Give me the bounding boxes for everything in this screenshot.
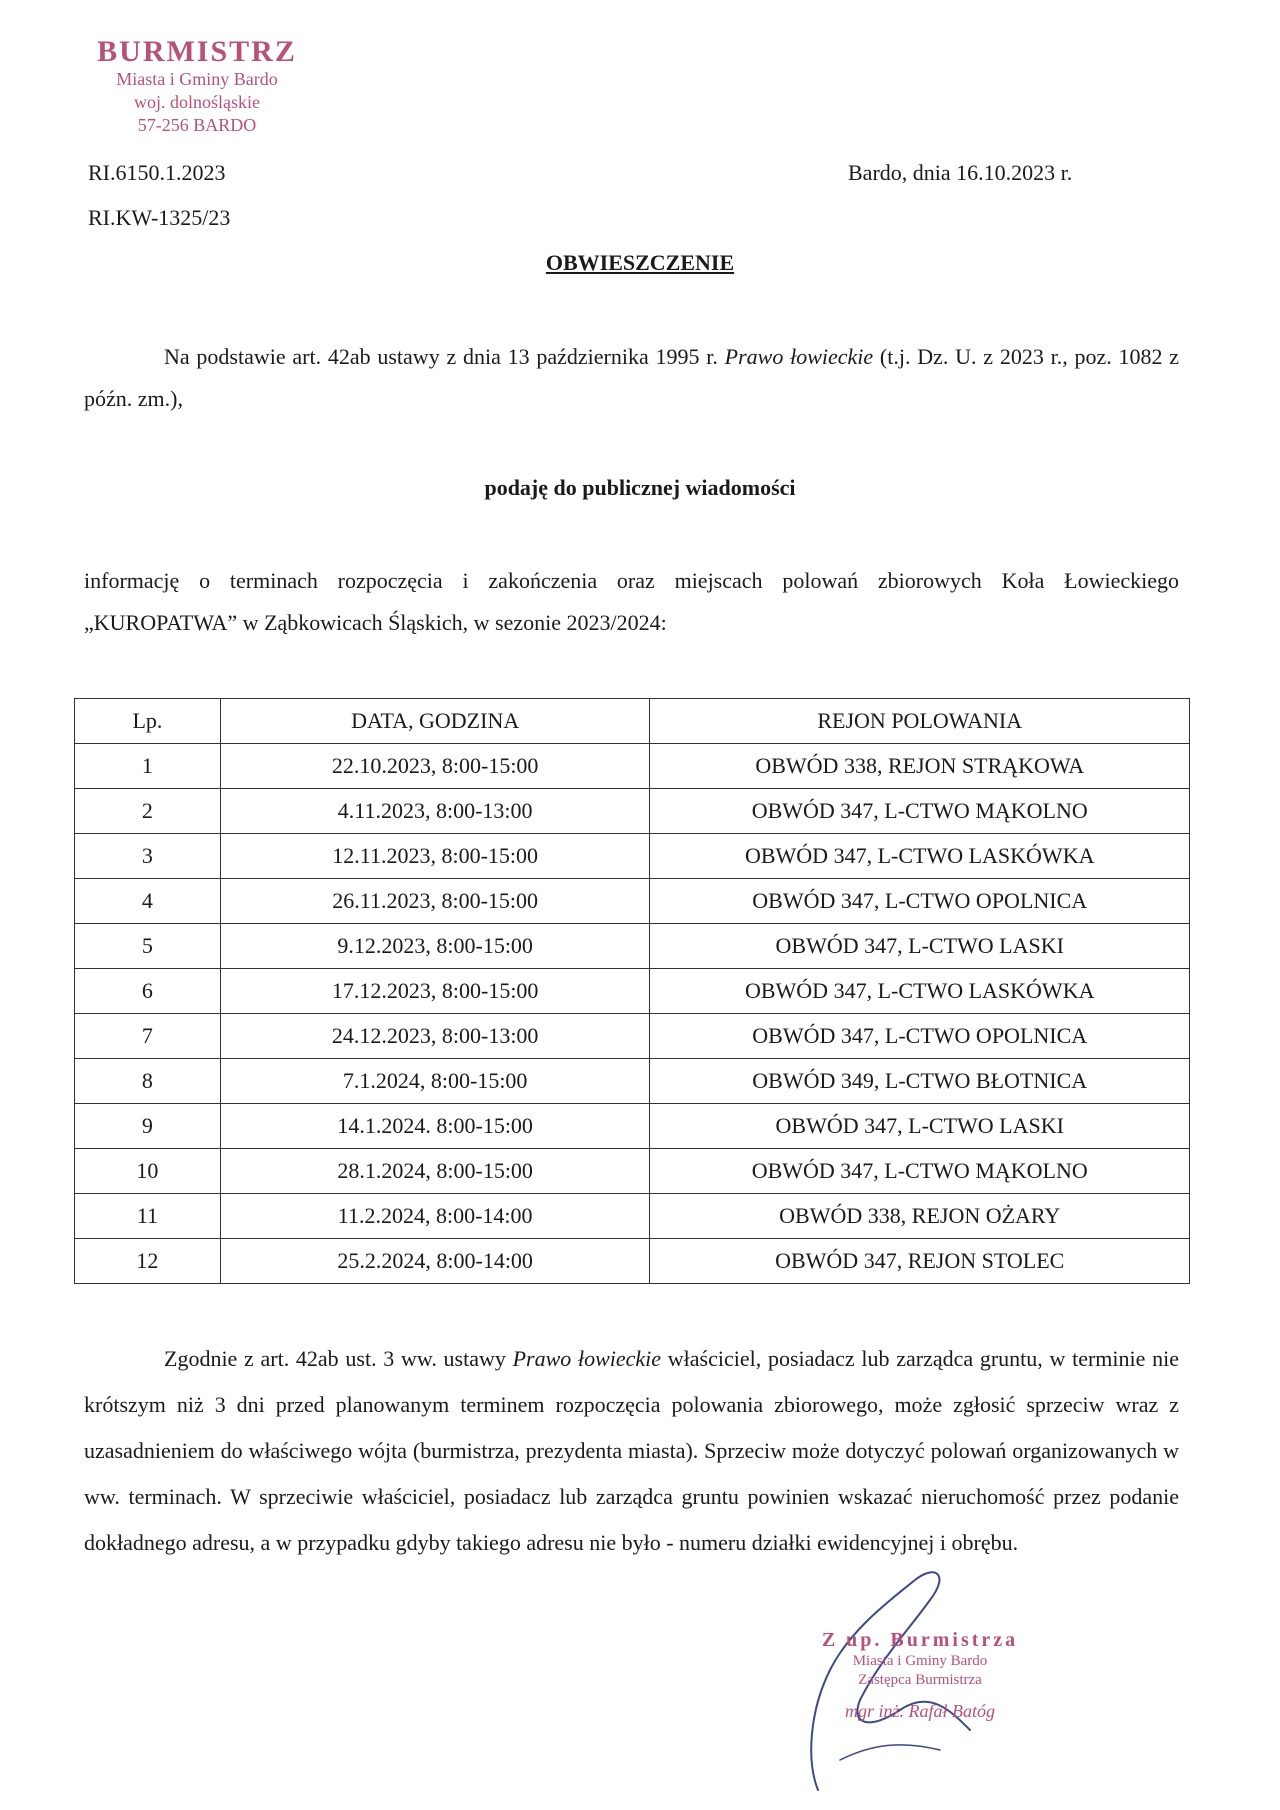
stamp-line-1: Miasta i Gminy Bardo: [116, 69, 278, 89]
cell-lp: 1: [75, 744, 221, 789]
cell-lp: 2: [75, 789, 221, 834]
cell-date: 17.12.2023, 8:00-15:00: [220, 969, 650, 1014]
place-date: Bardo, dnia 16.10.2023 r.: [848, 160, 1073, 185]
signature-stamp-line-2: Zastępca Burmistrza: [858, 1672, 982, 1688]
cell-region: OBWÓD 347, L-CTWO LASKÓWKA: [650, 834, 1190, 879]
legal-basis-citation: (t.j. Dz. U. z 2023 r., poz. 1082 z późn. zm.),: [84, 344, 1180, 411]
cell-date: 14.1.2024. 8:00-15:00: [220, 1104, 650, 1149]
header-date: DATA, GODZINA: [220, 699, 650, 744]
document-heading: OBWIESZCZENIE: [545, 250, 735, 275]
cell-region: OBWÓD 347, L-CTWO LASKI: [650, 924, 1190, 969]
table-row: [75, 924, 1190, 969]
reference-number-1: RI.6150.1.2023: [88, 160, 226, 185]
table-header-row: [75, 699, 1190, 744]
cell-lp: 7: [75, 1014, 221, 1059]
cell-region: OBWÓD 347, REJON STOLEC: [650, 1239, 1190, 1284]
cell-lp: 4: [75, 879, 221, 924]
objection-paragraph: [84, 1336, 1179, 1566]
table-row: [75, 969, 1190, 1014]
cell-region: OBWÓD 338, REJON OŻARY: [650, 1194, 1190, 1239]
hunt-schedule-table: [74, 698, 1190, 1284]
table-row: [75, 1104, 1190, 1149]
act-title: Prawo łowieckie: [724, 344, 874, 369]
table-row: [75, 834, 1190, 879]
signatory-name: mgr inż. Rafał Batóg: [844, 1701, 995, 1721]
cell-date: 28.1.2024, 8:00-15:00: [220, 1149, 650, 1194]
reference-number-2: RI.KW-1325/23: [88, 205, 231, 230]
cell-date: 12.11.2023, 8:00-15:00: [220, 834, 650, 879]
objection-text-rest: właściciel, posiadacz lub zarządca gruntu, w terminie nie krótszym niż 3 dni przed planowanym terminem rozpoczęcia polowania zbiorowego, może zgłosić sprzeciw wraz z uzasadnieniem do właściwego wójta (burmistrza, prezydenta miasta). Sprzeciw może dotyczyć polowań organizowanych w ww. terminach. W sprzeciwie właściciel, posiadacz lub zarządca gruntu powinien wskazać nieruchomość przez podanie dokładnego adresu, a w przypadku gdyby takiego adresu nie było - numeru działki ewidencyjnej i obrębu.: [84, 1346, 1179, 1555]
cell-region: OBWÓD 347, L-CTWO MĄKOLNO: [650, 789, 1190, 834]
table-row: [75, 1149, 1190, 1194]
cell-date: 7.1.2024, 8:00-15:00: [220, 1059, 650, 1104]
cell-lp: 10: [75, 1149, 221, 1194]
cell-date: 24.12.2023, 8:00-13:00: [220, 1014, 650, 1059]
table-row: [75, 744, 1190, 789]
objection-text-start: Zgodnie z art. 42ab ust. 3 ww. ustawy: [164, 1346, 513, 1371]
act-title-2: Prawo łowieckie: [512, 1346, 662, 1371]
table-row: [75, 789, 1190, 834]
cell-lp: 11: [75, 1194, 221, 1239]
table-row: [75, 1194, 1190, 1239]
cell-lp: 3: [75, 834, 221, 879]
header-stamp: [66, 36, 328, 137]
signature-stamp: [800, 1628, 1040, 1726]
cell-region: OBWÓD 347, L-CTWO LASKI: [650, 1104, 1190, 1149]
cell-lp: 5: [75, 924, 221, 969]
cell-region: OBWÓD 349, L-CTWO BŁOTNICA: [650, 1059, 1190, 1104]
legal-basis-text: Na podstawie art. 42ab ustawy z dnia 13 października 1995 r.: [164, 344, 725, 369]
cell-date: 11.2.2024, 8:00-14:00: [220, 1194, 650, 1239]
announcement-line: podaję do publicznej wiadomości: [484, 475, 796, 500]
cell-lp: 9: [75, 1104, 221, 1149]
signature-stamp-line-1: Miasta i Gminy Bardo: [852, 1653, 988, 1669]
cell-date: 26.11.2023, 8:00-15:00: [220, 879, 650, 924]
table-row: [75, 879, 1190, 924]
header-lp: Lp.: [75, 699, 221, 744]
cell-lp: 6: [75, 969, 221, 1014]
stamp-line-2: woj. dolnośląskie: [134, 92, 260, 112]
cell-region: OBWÓD 338, REJON STRĄKOWA: [650, 744, 1190, 789]
table-row: [75, 1239, 1190, 1284]
stamp-title: BURMISTRZ: [97, 35, 297, 68]
header-region: REJON POLOWANIA: [650, 699, 1190, 744]
signature-stamp-title: Z up. Burmistrza: [821, 1629, 1019, 1651]
cell-region: OBWÓD 347, L-CTWO OPOLNICA: [650, 879, 1190, 924]
cell-region: OBWÓD 347, L-CTWO MĄKOLNO: [650, 1149, 1190, 1194]
cell-date: 22.10.2023, 8:00-15:00: [220, 744, 650, 789]
cell-region: OBWÓD 347, L-CTWO OPOLNICA: [650, 1014, 1190, 1059]
cell-date: 25.2.2024, 8:00-14:00: [220, 1239, 650, 1284]
cell-date: 4.11.2023, 8:00-13:00: [220, 789, 650, 834]
cell-region: OBWÓD 347, L-CTWO LASKÓWKA: [650, 969, 1190, 1014]
table-row: [75, 1059, 1190, 1104]
cell-lp: 12: [75, 1239, 221, 1284]
legal-basis-paragraph: [84, 336, 1179, 420]
information-paragraph: informację o terminach rozpoczęcia i zakończenia oraz miejscach polowań zbiorowych Koła Łowieckiego „KUROPATWA” w Ząbkowicach Śląskich, w sezonie 2023/2024:: [84, 568, 1179, 635]
table-body: [75, 744, 1190, 1284]
cell-lp: 8: [75, 1059, 221, 1104]
stamp-line-3: 57-256 BARDO: [137, 115, 257, 135]
cell-date: 9.12.2023, 8:00-15:00: [220, 924, 650, 969]
table-row: [75, 1014, 1190, 1059]
